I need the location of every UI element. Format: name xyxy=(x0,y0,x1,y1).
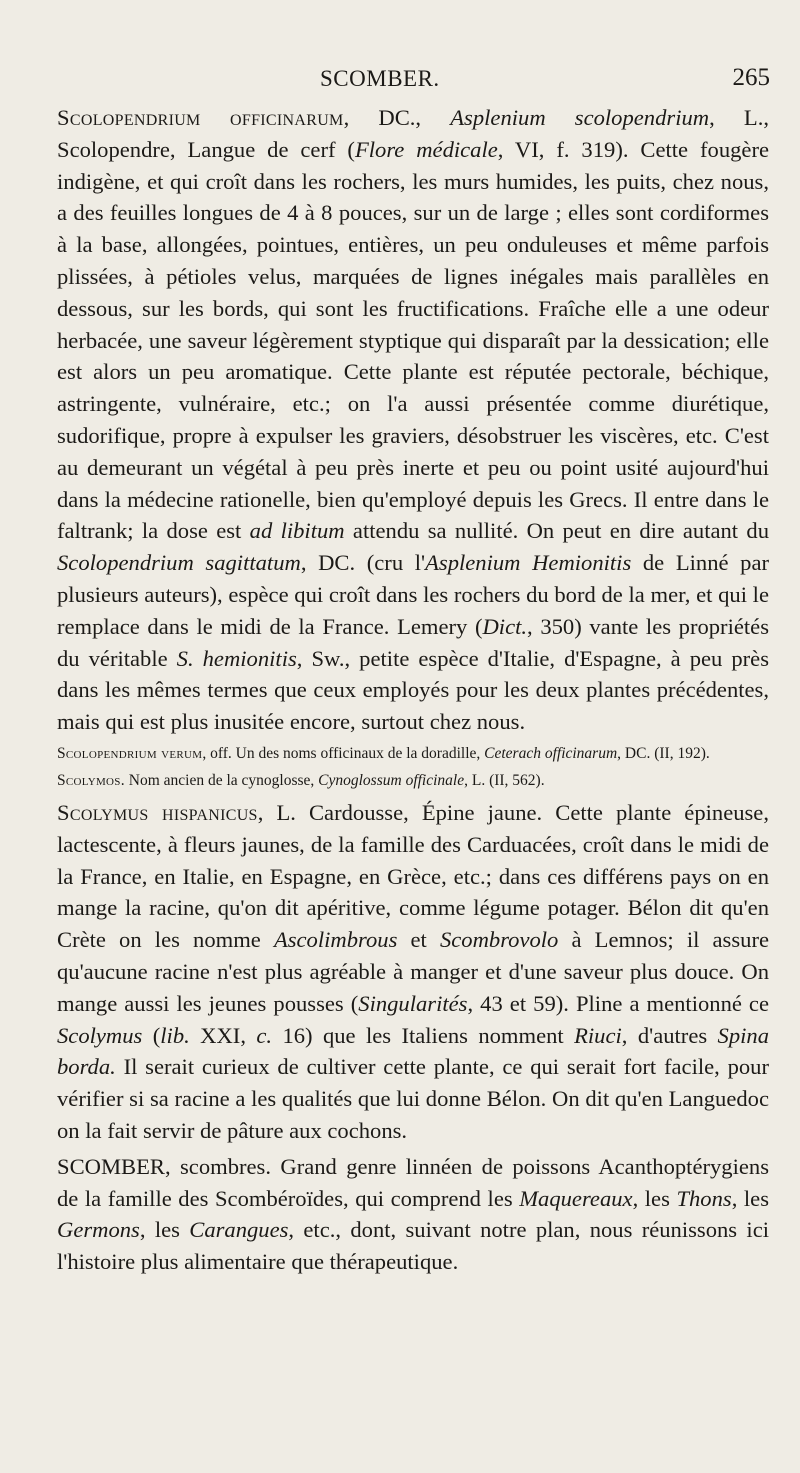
entry-term: Scolopendrium verum xyxy=(57,744,203,762)
entry-scomber: SCOMBER, scombres. Grand genre linnéen de poissons Acanthoptérygiens de la famille des Scombéroïdes, qui comprend les Maquereaux, les Thons, les Germons, les Carangues, etc., dont, suivant notre plan, nous réunissons ici l'histoire plus alimentaire que thérapeutique. xyxy=(57,1153,770,1275)
page-number: 265 xyxy=(732,64,770,91)
running-head: SCOMBER. xyxy=(320,66,440,91)
page-body xyxy=(57,102,769,1278)
entry-scolymus-hispanicus: Scolymus hispanicus, L. Cardousse, Épine jaune. Cette plante épineuse, lactescente, à fleurs jaunes, de la famille des Carduacées, croît dans le midi de la France, en Italie, en Espagne, en Grèce, etc.; dans ces différens pays on en mange la racine, qu'on dit apéritive, comme légume potager. Bélon dit qu'en Crète on les nomme Ascolimbrous et Scombrovolo à Lemnos; il assure qu'aucune racine n'est plus agréable à manger et d'une saveur plus douce. On mange aussi les jeunes pousses (Singularités, 43 et 59). Pline a mentionné ce Scolymus (lib. XXI, c. 16) que les Italiens nomment Riuci, d'autres Spina borda. Il serait curieux de cultiver cette plante, ce qui serait fort facile, pour vérifier si sa racine a les qualités que lui donne Bélon. On dit qu'en Languedoc on la fait servir de pâture aux cochons. xyxy=(57,799,769,1143)
entry-scolymos: Scolymos. Nom ancien de la cynoglosse, Cynoglossum officinale, L. (II, 562). xyxy=(57,771,545,789)
entry-term: Scolymos. xyxy=(57,771,125,789)
entry-term: SCOMBER xyxy=(57,1153,165,1179)
entry-term: Scolopendrium officinarum xyxy=(57,105,344,130)
entry-scolopendrium-verum: Scolopendrium verum, off. Un des noms officinaux de la doradille, Ceterach officinarum, DC. (II, 192). xyxy=(57,744,710,762)
page-header xyxy=(0,64,800,100)
entry-term: Scolymus hispanicus xyxy=(57,799,258,825)
entry-scolopendrium-officinarum: Scolopendrium officinarum, DC., Asplenium scolopendrium, L., Scolopendre, Langue de cerf (Flore médicale, VI, f. 319). Cette fougère indigène, et qui croît dans les rochers, les murs humides, les puits, chez nous, a des feuilles longues de 4 à 8 pouces, sur un de large ; elles sont cordiformes à la base, allongées, pointues, entières, un peu onduleuses et même parfois plissées, à pétioles velus, marquées de lignes inégales mais parallèles en dessous, sur les bords, qui sont les fructifications. Fraîche elle a une odeur herbacée, une saveur légèrement styptique qui disparaît par la dessication; elle est alors un peu aromatique. Cette plante est réputée pectorale, béchique, astringente, vulnéraire, etc.; on l'a aussi présentée comme diurétique, sudorifique, propre à expulser les graviers, désobstruer les viscères, etc. C'est au demeurant un végétal à peu près inerte et peu ou point usité aujourd'hui dans la médecine rationelle, bien qu'employé depuis les Grecs. Il entre dans le faltrank; la dose est ad libitum attendu sa nullité. On peut en dire autant du Scolopendrium sagittatum, DC. (cru l'Asplenium Hemionitis de Linné par plusieurs auteurs), espèce qui croît dans les rochers du bord de la mer, et qui le remplace dans le midi de la France. Lemery (Dict., 350) vante les propriétés du véritable S. hemionitis, Sw., petite espèce d'Italie, d'Espagne, à peu près dans les mêmes termes que ceux employés pour les deux plantes précédentes, mais qui est plus inusitée encore, surtout chez nous. xyxy=(57,105,769,735)
